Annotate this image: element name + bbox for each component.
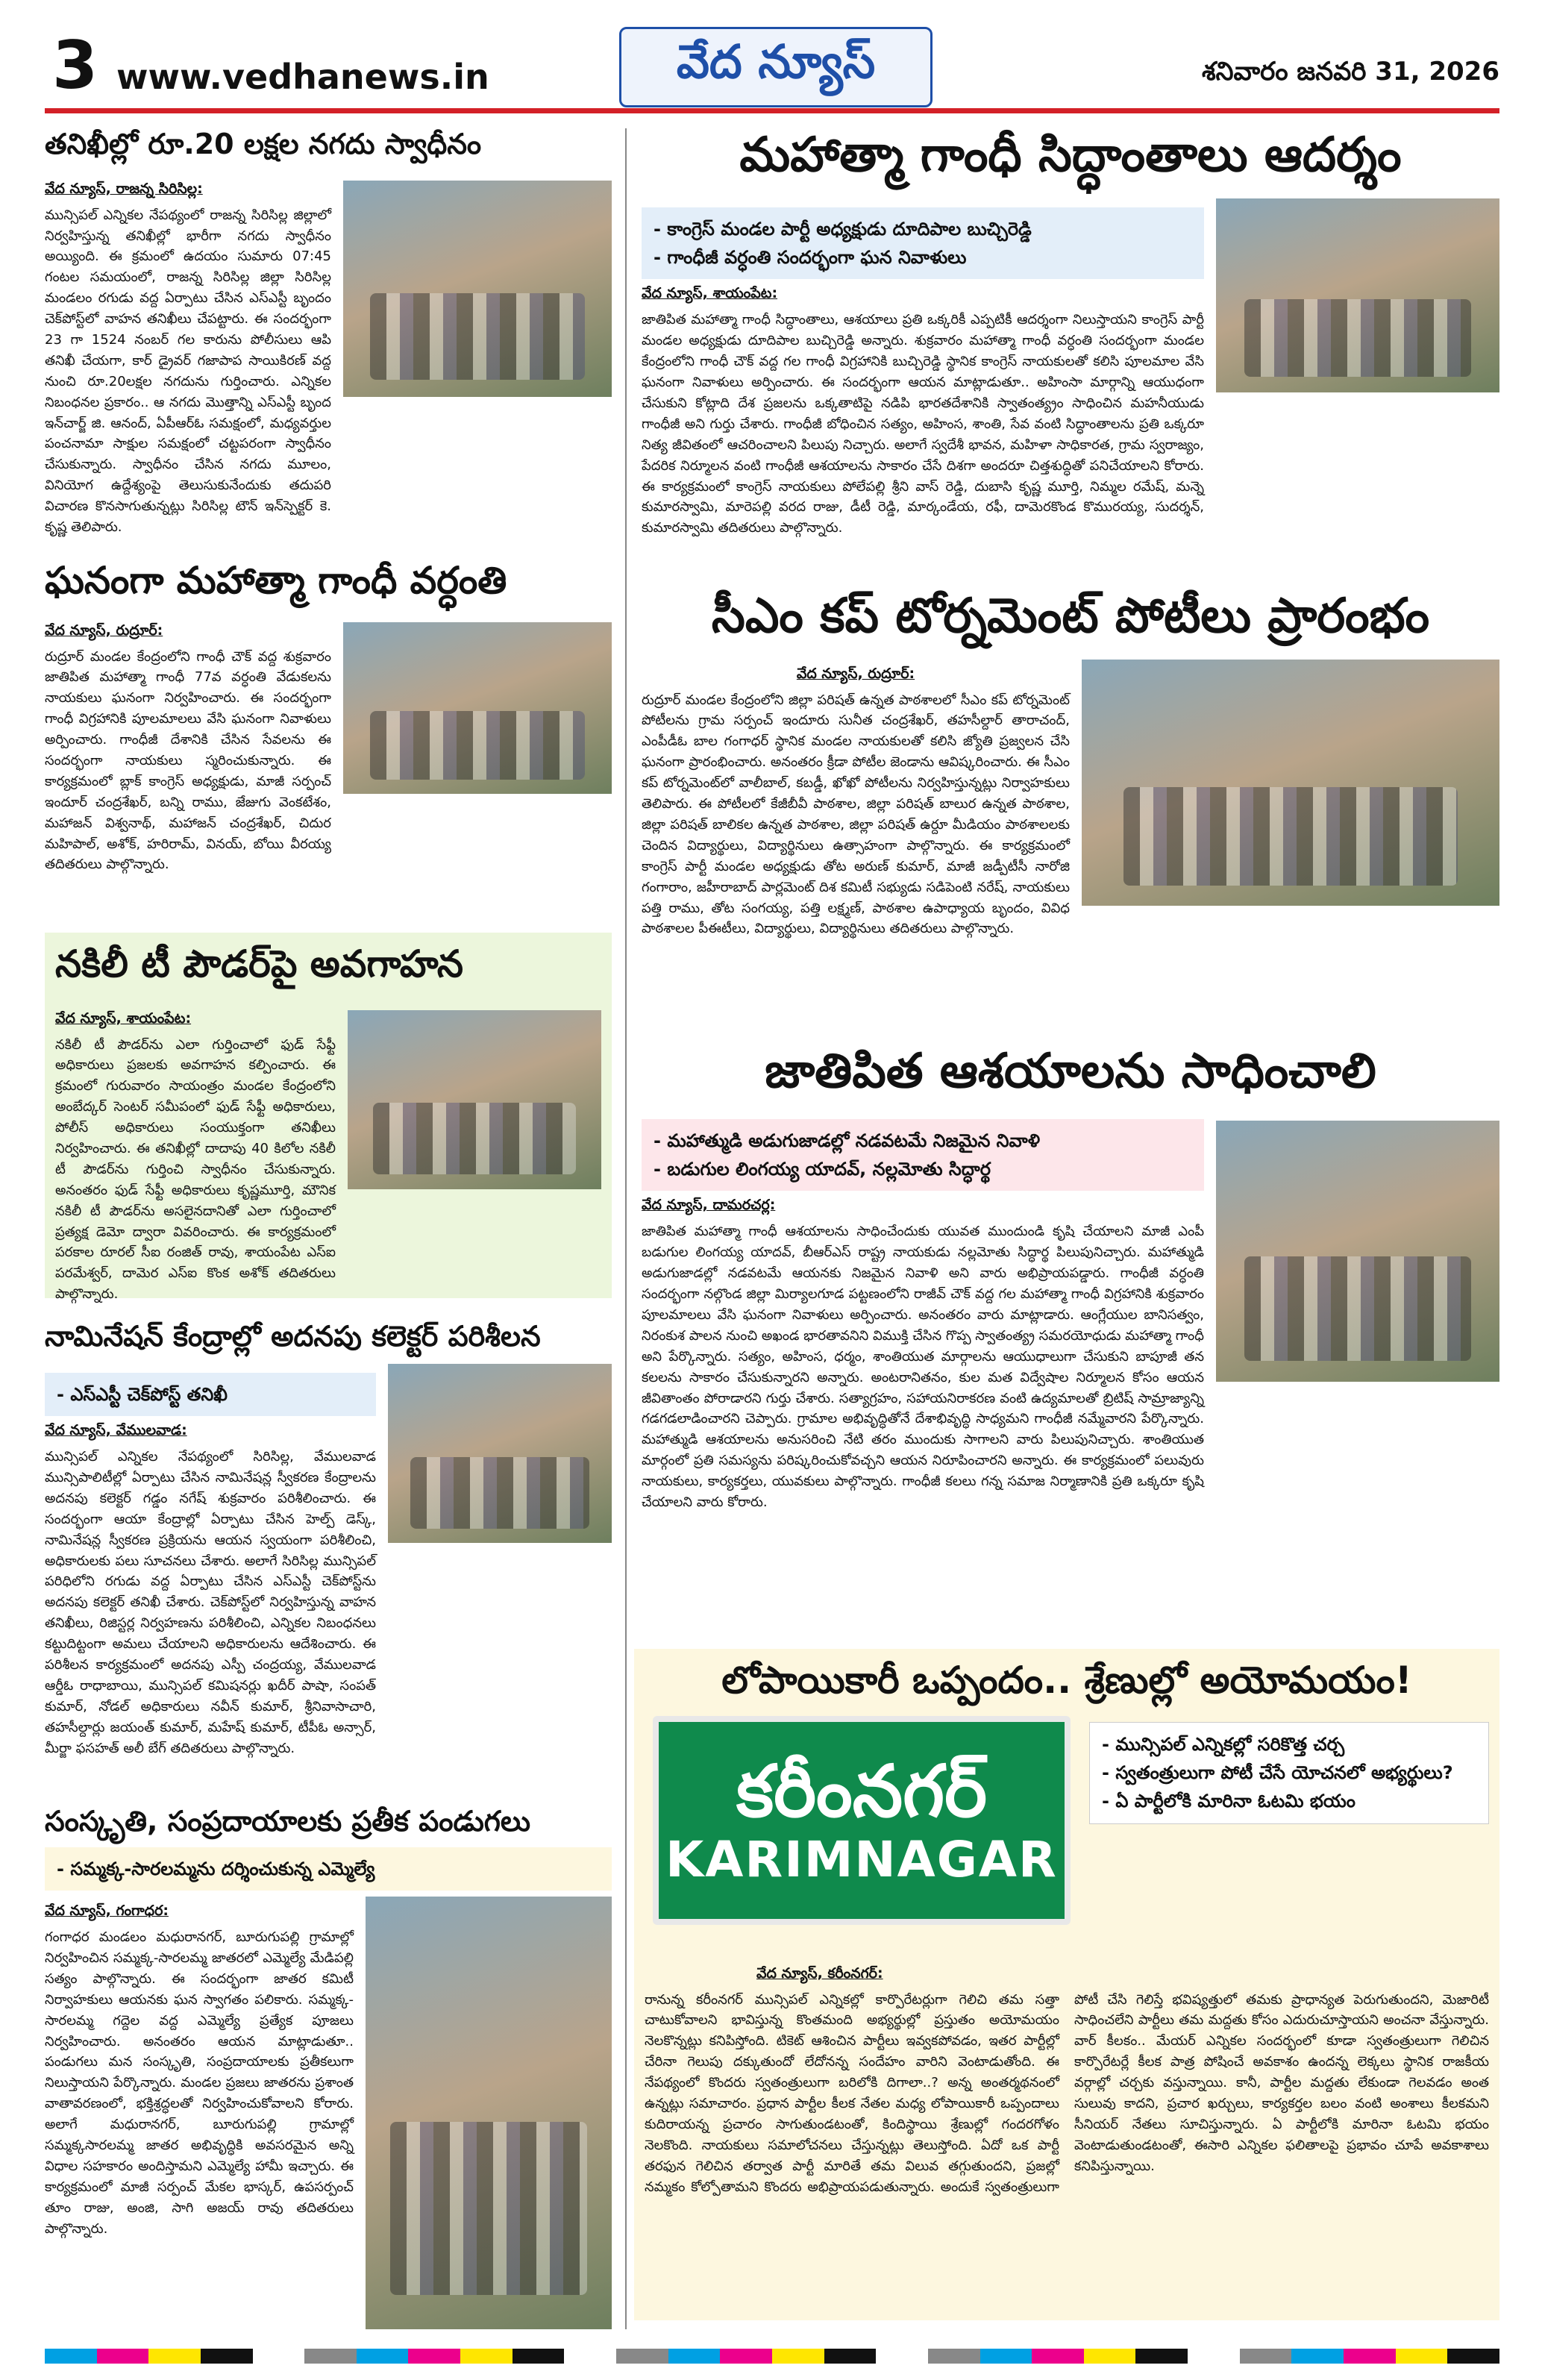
color-swatch xyxy=(1447,2349,1499,2364)
color-swatch xyxy=(513,2349,565,2364)
color-swatch xyxy=(824,2349,877,2364)
article-photo xyxy=(1216,1121,1499,1382)
color-swatch xyxy=(928,2349,980,2364)
color-swatch xyxy=(1188,2349,1240,2364)
headline: సంస్కృతి, సంప్రదాయాలకు ప్రతీక పండుగలు xyxy=(45,1805,530,1838)
subhead: - మహాత్ముడి అడుగుజాడల్లో నడవటమే నిజమైన నివాళి xyxy=(654,1130,1041,1151)
subhead: - మున్సిపల్ ఎన్నికల్లో సరికొత్త చర్చ xyxy=(1102,1733,1345,1755)
subhead: - బడుగుల లింగయ్య యాదవ్, నల్లమోతు సిద్ధార్థ xyxy=(654,1158,991,1180)
byline: వేద న్యూస్, రుద్రూర్: xyxy=(796,665,915,682)
article-gandhi-ideals xyxy=(642,1045,1499,1641)
article-photo xyxy=(348,1010,601,1189)
sign-english-text: KARIMNAGAR xyxy=(665,1831,1058,1889)
color-swatch xyxy=(876,2349,928,2364)
article-body: జాతిపిత మహాత్మా గాంధీ ఆశయాలను సాధించేందుకు యువత ముందుండి కృషి చేయాలని మాజీ ఎంపీ బడుగుల లింగయ్య యాదవ్, బీఆర్ఎస్ రాష్ట్ర నాయకుడు నల్లమోతు సిద్ధార్థ పిలుపునిచ్చారు. మహాత్ముడి అడుగుజాడల్లో నడవటమే ఆయనకు నిజమైన నివాళి అని వారు అభిప్రాయపడ్డారు. గాంధీజీ వర్ధంతి సందర్భంగా నల్గొండ జిల్లా మిర్యాలగూడ పట్టణంలోని రాజీవ్ చౌక్ వద్ద గల మహాత్మా గాంధీ విగ్రహానికి శుక్రవారం పూలమాలలు వేసి ఘనంగా నివాళులు అర్పించారు. అనంతరం వారు మాట్లాడారు. ఆంగ్లేయుల బానిసత్వం, నిరంకుశ పాలన నుంచి అఖండ భారతావనిని విముక్తి చేసిన గొప్ప స్వాతంత్య్ర సమరయోధుడు మహాత్మా గాంధీ అని పేర్కొన్నారు. సత్యం, అహింస, ధర్మం, శాంతియుత మార్గాలను ఆయుధాలుగా చేసుకుని బాపూజీ తన కలలను సాకారం చేసుకున్నారని అన్నారు. అంటరానితనం, కుల మత విద్వేషాల నిర్మూలన కోసం ఆయన జీవితాంతం పోరాడారని గుర్తు చేశారు. సత్యాగ్రహం, సహాయనిరాకరణ వంటి ఉద్యమాలతో బ్రిటిష్ సామ్రాజ్యాన్ని గడగడలాడించారని చెప్పారు. గ్రామాల అభివృద్ధితోనే దేశాభివృద్ధి సాధ్యమని గాంధీజీ నమ్మేవారని పేర్కొన్నారు. మహాత్ముడి ఆశయాలను అనుసరించి నేటి తరం ముందుకు సాగాలని వారు పిలుపునిచ్చారు. శాంతియుత మార్గంలో ప్రతి సమస్యను పరిష్కరించుకోవచ్చని ఆయన నిరూపించారని అన్నారు. ఈ కార్యక్రమంలో పలువురు నాయకులు, కార్యకర్తలు, యువకులు పాల్గొన్నారు. గాంధీజీ కలలు గన్న సమాజ నిర్మాణానికి ప్రతి ఒక్కరూ కృషి చేయాలని వారు కోరారు. xyxy=(642,1224,1204,1510)
byline: వేద న్యూస్, గంగాధర: xyxy=(45,1903,169,1920)
article-body: గంగాధర మండలం మధురానగర్, బూరుగుపల్లి గ్రామాల్లో నిర్వహించిన సమ్మక్క-సారలమ్మ జాతరలో ఎమ్మెల్యే మేడిపల్లి సత్యం పాల్గొన్నారు. ఈ సందర్భంగా జాతర కమిటీ నిర్వాహకులు ఆయనకు ఘన స్వాగతం పలికారు. సమ్మక్క-సారలమ్మ గద్దెల వద్ద ఎమ్మెల్యే ప్రత్యేక పూజలు నిర్వహించారు. అనంతరం ఆయన మాట్లాడుతూ.. పండుగలు మన సంస్కృతి, సంప్రదాయాలకు ప్రతీకలుగా నిలుస్తాయని పేర్కొన్నారు. మండల ప్రజలు జాతరను ప్రశాంత వాతావరణంలో, భక్తిశ్రద్ధలతో నిర్వహించుకోవాలని కోరారు. అలాగే మధురానగర్, బూరుగుపల్లి గ్రామాల్లో సమ్మక్కసారలమ్మ జాతర అభివృద్ధికి అవసరమైన అన్ని విధాల సహకారం అందిస్తామని ఎమ్మెల్యే హామీ ఇచ్చారు. ఈ కార్యక్రమంలో మాజీ సర్పంచ్ మేకల భాస్కర్, ఉపసర్పంచ్ తూం రాజు, అంజి, సాగి అజయ్ రావు తదితరులు పాల్గొన్నారు. xyxy=(45,1929,354,2237)
color-swatch xyxy=(460,2349,513,2364)
subheads xyxy=(45,1373,376,1416)
article-fake-tea xyxy=(45,933,612,1303)
article-festivals xyxy=(45,1806,612,2320)
subhead: - గాంధీజీ వర్ధంతి సందర్భంగా ఘన నివాళులు xyxy=(654,246,967,268)
subhead: - స్వతంత్రులుగా పోటీ చేసే యోచనలో అభ్యర్థులు? xyxy=(1102,1761,1453,1783)
color-swatch xyxy=(304,2349,357,2364)
article-gandhi-principles xyxy=(642,128,1499,561)
subheads xyxy=(642,1119,1204,1191)
byline: వేద న్యూస్, కరీంనగర్: xyxy=(756,1964,883,1982)
color-swatch xyxy=(357,2349,409,2364)
byline: వేద న్యూస్, వేములవాడ: xyxy=(45,1422,187,1439)
article-cash-seizure xyxy=(45,128,612,539)
subhead: - ఏ పార్టీలోకి మారినా ఓటమి భయం xyxy=(1102,1791,1355,1812)
color-swatch xyxy=(564,2349,616,2364)
article-body: నకిలీ టీ పౌడర్‌ను ఎలా గుర్తించాలో ఫుడ్ సేఫ్టీ అధికారులు ప్రజలకు అవగాహన కల్పించారు. ఈ క్రమంలో గురువారం సాయంత్రం మండల కేంద్రంలోని అంబేద్కర్ సెంటర్ సమీపంలో ఫుడ్ సేఫ్టీ అధికారులు, పోలీస్ అధికారులు సంయుక్తంగా తనిఖీలు నిర్వహించారు. ఈ తనిఖీల్లో దాదాపు 40 కిలోల నకిలీ టీ పౌడర్‌ను గుర్తించి స్వాధీనం చేసుకున్నారు. అనంతరం ఫుడ్ సేఫ్టీ అధికారులు కృష్ణమూర్తి, మౌనిక నకిలీ టీ పౌడర్‌ను అసలైనదానితో ఎలా గుర్తించాలో ప్రత్యక్ష డెమో ద్వారా వివరించారు. ఈ కార్యక్రమంలో పరకాల రూరల్ సీఐ రంజిత్ రావు, శాయంపేట ఎస్ఐ పరమేశ్వర్, దామెర ఎస్ఐ కొంక అశోక్ తదితరులు పాల్గొన్నారు. xyxy=(55,1036,336,1303)
article-photo xyxy=(388,1364,612,1543)
article-cm-cup xyxy=(642,589,1499,1007)
headline: జాతిపిత ఆశయాలను సాధించాలి xyxy=(765,1044,1376,1099)
color-swatch xyxy=(1084,2349,1136,2364)
site-url[interactable]: www.vedhanews.in xyxy=(116,57,489,97)
publication-date: శనివారం జనవరి 31, 2026 xyxy=(1201,57,1499,87)
byline: వేద న్యూస్, శాయంపేట: xyxy=(642,285,778,302)
article-nomination-centers xyxy=(45,1321,612,1768)
byline: వేద న్యూస్, దామరచర్ల: xyxy=(642,1197,776,1214)
color-swatch xyxy=(201,2349,253,2364)
subheads xyxy=(45,1847,612,1891)
headline: తనిఖీల్లో రూ.20 లక్షల నగదు స్వాధీనం xyxy=(45,128,482,160)
byline: వేద న్యూస్, శాయంపేట: xyxy=(55,1009,192,1027)
article-gandhi-anniversary xyxy=(45,560,612,918)
page-number: 3 xyxy=(52,27,98,104)
article-photo xyxy=(343,181,612,397)
headline: లోపాయికారీ ఒప్పందం.. శ్రేణుల్లో అయోమయం! xyxy=(721,1659,1412,1702)
masthead-rule xyxy=(45,108,1499,113)
headline: నకిలీ టీ పౌడర్‌పై అవగాహన xyxy=(55,942,464,986)
color-swatch xyxy=(616,2349,668,2364)
article-photo xyxy=(1082,660,1499,906)
color-swatch xyxy=(1344,2349,1396,2364)
karimnagar-sign xyxy=(653,1716,1071,1925)
color-swatch xyxy=(1240,2349,1292,2364)
subhead: - సమ్మక్క-సారలమ్మను దర్శించుకున్న ఎమ్మెల్యే xyxy=(57,1858,375,1879)
color-swatch xyxy=(772,2349,824,2364)
byline: వేద న్యూస్, రుద్రూర్: xyxy=(45,621,163,639)
article-body: మున్సిపల్ ఎన్నికల నేపథ్యంలో రాజన్న సిరిసిల్ల జిల్లాలో నిర్వహిస్తున్న తనిఖీల్లో భారీగా నగదు స్వాధీనం అయ్యింది. ఈ క్రమంలో ఉదయం సుమారు 07:45 గంటల సమయంలో, రాజన్న సిరిసిల్ల జిల్లా సిరిసిల్ల మండలం రగుడు వద్ద ఏర్పాటు చేసిన ఎస్ఎస్టీ బృందం చెక్‌పోస్ట్‌లో వాహన తనిఖీలు చేపట్టారు. ఈ సందర్భంగా 23 గా 1524 నంబర్ గల కారును పోలీసులు ఆపి తనిఖీ చేయగా, కార్ డ్రైవర్ గజాపాప సాయికిరణ్ వద్ద నుంచి రూ.20లక్షల నగదును గుర్తించారు. ఎన్నికల నిబంధనల ప్రకారం.. ఆ నగదు మొత్తాన్ని ఎస్ఎస్టీ బృంద ఇన్‌చార్జ్ జి. ఆనంద్, ఏపీఆర్ఓ సమక్షంలో, మధ్యవర్తుల పంచనామా సాక్షుల సమక్షంలో చట్టపరంగా స్వాధీనం చేసుకున్నారు. స్వాధీనం చేసిన నగదు మూలం, వినియోగ ఉద్దేశ్యంపై తెలుసుకునేందుకు తదుపరి విచారణ కొనసాగుతున్నట్లు సిరిసిల్ల టౌన్ ఇన్‌స్పెక్టర్ కె. కృష్ణ తెలిపారు. xyxy=(45,207,331,536)
color-swatch xyxy=(1032,2349,1084,2364)
color-swatch xyxy=(720,2349,772,2364)
headline: నామినేషన్ కేంద్రాల్లో అదనపు కలెక్టర్ పరిశీలన xyxy=(45,1320,541,1353)
column-divider xyxy=(625,128,627,2329)
color-swatch xyxy=(97,2349,149,2364)
color-swatch xyxy=(148,2349,201,2364)
article-body: రానున్న కరీంనగర్ మున్సిపల్ ఎన్నికల్లో కార్పొరేటర్లుగా గెలిచి తమ సత్తా చాటుకోవాలని భావిస్తున్న కొంతమంది అభ్యర్థుల్లో ప్రస్తుతం అయోమయం నెలకొన్నట్లు కనిపిస్తోంది. టికెట్ ఆశించిన పార్టీలు ఇవ్వకపోవడం, ఇతర పార్టీల్లో చేరినా గెలుపు దక్కుతుందో లేదోనన్న సందేహం వారిని వెంటాడుతోంది. ఈ నేపథ్యంలో కొందరు స్వతంత్రులుగా బరిలోకి దిగాలా..? అన్న అంతర్మథనంలో ఉన్నట్లు సమాచారం. ప్రధాన పార్టీల కీలక నేతల మధ్య లోపాయికారీ ఒప్పందాలు కుదిరాయన్న ప్రచారం సాగుతుండటంతో, కిందిస్థాయి శ్రేణుల్లో గందరగోళం నెలకొంది. నాయకులు సమాలోచనలు చేస్తున్నట్లు తెలుస్తోంది. ఏదో ఒక పార్టీ తరఫున గెలిచిన తర్వాత పార్టీ మారితే తమ విలువ తగ్గుతుందని, ప్రజల్లో నమ్మకం కోల్పోతామని కొందరు అభిప్రాయపడుతున్నారు. అందుకే స్వతంత్రులుగా పోటీ చేసి గెలిస్తే భవిష్యత్తులో తమకు ప్రాధాన్యత పెరుగుతుందని, మెజారిటీ సాధించలేని పార్టీలు తమ మద్దతు కోసం ఎదురుచూస్తాయని అంచనా వేస్తున్నారు. వార్ కీలకం.. మేయర్ ఎన్నికల సందర్భంలో కూడా స్వతంత్రులుగా గెలిచిన కార్పొరేటర్లే కీలక పాత్ర పోషించే అవకాశం ఉందన్న లెక్కలు స్థానిక రాజకీయ వర్గాల్లో చర్చకు వస్తున్నాయి. కానీ, పార్టీల మద్దతు లేకుండా గెలవడం అంత సులువు కాదని, ప్రచార ఖర్చులు, కార్యకర్తల బలం వంటి అంశాలు కీలకమని సీనియర్ నేతలు సూచిస్తున్నారు. ఏ పార్టీలోకి మారినా ఓటమి భయం వెంటాడుతుండటంతో, ఈసారి ఎన్నికల ఫలితాలపై ప్రభావం చూపే అవకాశాలు కనిపిస్తున్నాయి. xyxy=(645,1991,1489,2195)
masthead xyxy=(45,27,1499,110)
subhead: - ఎస్ఎస్టీ చెక్‌పోస్ట్ తనిఖీ xyxy=(57,1383,228,1405)
subheads xyxy=(1089,1722,1489,1824)
color-swatch xyxy=(45,2349,97,2364)
headline: సీఎం కప్ టోర్నమెంట్ పోటీలు ప్రారంభం xyxy=(711,589,1430,644)
subheads xyxy=(642,207,1204,280)
sign-telugu-text: కరీంనగర్ xyxy=(736,1749,987,1833)
article-body: రుద్రూర్ మండల కేంద్రంలోని గాంధీ చౌక్ వద్ద శుక్రవారం జాతిపిత మహాత్మా గాంధీ 77వ వర్ధంతి వేడుకలను నాయకులు ఘనంగా నిర్వహించారు. ఈ సందర్భంగా గాంధీ విగ్రహానికి పూలమాలలు వేసి ఘనంగా నివాళులు అర్పించారు. గాంధీజీ దేశానికి చేసిన సేవలను ఈ సందర్భంగా నాయకులు స్మరించుకున్నారు. ఈ కార్యక్రమంలో బ్లాక్ కాంగ్రెస్ అధ్యక్షుడు, మాజీ సర్పంచ్ ఇందూర్ చంద్రశేఖర్, బన్ని రాము, జేజుగు వెంకటేశం, మహాజన్ విశ్వనాథ్, మహాజన్ చంద్రశేఖర్, చిదుర మహిపాల్, అశోక్, హరిరామ్, వినయ్, బోయి వీరయ్య తదితరులు పాల్గొన్నారు. xyxy=(45,648,331,873)
article-photo xyxy=(343,622,612,794)
color-swatch xyxy=(1135,2349,1188,2364)
color-swatch xyxy=(1396,2349,1448,2364)
byline: వేద న్యూస్, రాజన్న సిరిసిల్ల: xyxy=(45,180,203,197)
article-body: జాతిపిత మహాత్మా గాంధీ సిద్ధాంతాలు, ఆశయాలు ప్రతి ఒక్కరికీ ఎప్పటికీ ఆదర్శంగా నిలుస్తాయని కాంగ్రెస్ పార్టీ మండల అధ్యక్షుడు దూదిపాల బుచ్చిరెడ్డి అన్నారు. శుక్రవారం మహాత్మా గాంధీ వర్ధంతి సందర్భంగా మండల కేంద్రంలోని గాంధీ చౌక్ వద్ద గల గాంధీ విగ్రహానికి బుచ్చిరెడ్డి స్థానిక కాంగ్రెస్ నాయకులతో కలిసి పూలమాల వేసి ఘనంగా నివాళులు అర్పించారు. ఈ సందర్భంగా ఆయన మాట్లాడుతూ.. అహింసా మార్గాన్ని ఆయుధంగా చేసుకుని కోట్లాది దేశ ప్రజలను ఒక్కతాటిపై నడిపి భారతదేశానికి స్వాతంత్య్రం సాధించిన మహనీయుడు గాంధీజీ అని గుర్తు చేశారు. గాంధీజీ బోధించిన సత్యం, అహింస, శాంతి, సేవ వంటి సిద్ధాంతాలను ప్రతి ఒక్కరూ నిత్య జీవితంలో ఆచరించాలని పిలుపు నిచ్చారు. అలాగే స్వదేశీ భావన, మహిళా సాధికారత, గ్రామ స్వరాజ్యం, పేదరిక నిర్మూలన వంటి గాంధీజీ ఆశయాలను సాకారం చేసే దిశగా అందరూ చిత్తశుద్ధితో పనిచేయాలని కోరారు. ఈ కార్యక్రమంలో కాంగ్రెస్ నాయకులు పోలేపల్లి శ్రీని వాస్ రెడ్డి, దుబాసి కృష్ణ మూర్తి, నిమ్మల రమేష్, మన్నె కుమారస్వామి, మారెపల్లి వరద రాజు, డీటీ రెడ్డి, మార్కండేయ, రఫీ, దామెరకొండ కొమురయ్య, సుదర్శన్, కుమారస్వామి తదితరులు పాల్గొన్నారు. xyxy=(642,312,1204,536)
color-swatch xyxy=(253,2349,305,2364)
newspaper-logo: వేద న్యూస్ xyxy=(619,27,933,107)
article-body: రుద్రూర్ మండల కేంద్రంలోని జిల్లా పరిషత్ ఉన్నత పాఠశాలలో సీఎం కప్ టోర్నమెంట్ పోటీలను గ్రామ సర్పంచ్ ఇందూరు సునీత చంద్రశేఖర్, తహసీల్దార్ తారాచంద్, ఎంపీడీఓ బాల గంగాధర్ స్థానిక మండల నాయకులతో కలిసి జ్యోతి ప్రజ్వలన చేసి ఘనంగా ప్రారంభించారు. అనంతరం క్రీడా పోటీల జెండాను ఆవిష్కరించారు. ఈ సీఎం కప్ టోర్నమెంట్‌లో వాలీబాల్, కబడ్డీ, ఖోఖో పోటీలను నిర్వహిస్తున్నట్లు నిర్వాహకులు తెలిపారు. ఈ పోటీలలో కేజీబీవీ పాఠశాల, జిల్లా పరిషత్ బాలుర ఉన్నత పాఠశాల, జిల్లా పరిషత్ బాలికల ఉన్నత పాఠశాల, జిల్లా పరిషత్ ఉర్దూ మీడియం పాఠశాలలకు చెందిన విద్యార్థులు, విద్యార్థినులు ఉత్సాహంగా పాల్గొన్నారు. ఈ కార్యక్రమంలో కాంగ్రెస్ పార్టీ మండల అధ్యక్షుడు తోట అరుణ్ కుమార్, మాజీ జడ్పీటీసీ నారోజి గంగారాం, జహీరాబాద్ పార్లమెంట్ దిశ కమిటీ సభ్యుడు సడిపెంటి నరేష్, నాయకులు పత్తి రాము, తోట సంగయ్య, పత్తి లక్ష్మణ్, పాఠశాల ఉపాధ్యాయ బృందం, వివిధ పాఠశాలల పీఈటీలు, విద్యార్థులు, విద్యార్థినులు తదితరులు పాల్గొన్నారు. xyxy=(642,692,1070,937)
color-swatch xyxy=(668,2349,721,2364)
article-photo xyxy=(1216,198,1499,392)
article-body: మున్సిపల్ ఎన్నికల నేపథ్యంలో సిరిసిల్ల, వేములవాడ మున్సిపాలిటీల్లో ఏర్పాటు చేసిన నామినేషన్ల స్వీకరణ కేంద్రాలను అదనపు కలెక్టర్ గడ్డం నగేష్ శుక్రవారం పరిశీలించారు. ఈ సందర్భంగా ఆయా కేంద్రాల్లో ఏర్పాటు చేసిన హెల్ప్ డెస్క్, నామినేషన్ల స్వీకరణ ప్రక్రియను ఆయన స్వయంగా పరిశీలించి, అధికారులకు పలు సూచనలు చేశారు. అలాగే సిరిసిల్ల మున్సిపల్ పరిధిలోని రగుడు వద్ద ఏర్పాటు చేసిన ఎస్ఎస్టీ చెక్‌పోస్ట్‌ను అదనపు కలెక్టర్ తనిఖీ చేశారు. చెక్‌పోస్ట్‌లో నిర్వహిస్తున్న వాహన తనిఖీలు, రిజిస్టర్ల నిర్వహణను పరిశీలించి, ఎన్నికల నిబంధనలు కట్టుదిట్టంగా అమలు చేయాలని అధికారులను ఆదేశించారు. ఈ పరిశీలన కార్యక్రమంలో అదనపు ఎస్పీ చంద్రయ్య, వేములవాడ ఆర్డీఓ రాధాబాయి, మున్సిపల్ కమిషనర్లు ఖదీర్ పాషా, సంపత్ కుమార్, నోడల్ అధికారులు నవీన్ కుమార్, శ్రీనివాసాచారి, తహసీల్దార్లు జయంత్ కుమార్, మహేష్ కుమార్, టీపీఓ అన్సార్, మీర్జా ఫసహత్ అలీ బేగ్ తదితరులు పాల్గొన్నారు. xyxy=(45,1449,376,1756)
color-swatch xyxy=(1291,2349,1344,2364)
subhead: - కాంగ్రెస్ మండల పార్టీ అధ్యక్షుడు దూదిపాల బుచ్చిరెడ్డి xyxy=(654,218,1032,239)
color-registration-bar xyxy=(45,2349,1499,2364)
headline: మహాత్మా గాంధీ సిద్ధాంతాలు ఆదర్శం xyxy=(739,128,1402,183)
headline: ఘనంగా మహాత్మా గాంధీ వర్ధంతి xyxy=(45,559,507,602)
article-photo xyxy=(366,1897,612,2329)
color-swatch xyxy=(980,2349,1032,2364)
color-swatch xyxy=(408,2349,460,2364)
